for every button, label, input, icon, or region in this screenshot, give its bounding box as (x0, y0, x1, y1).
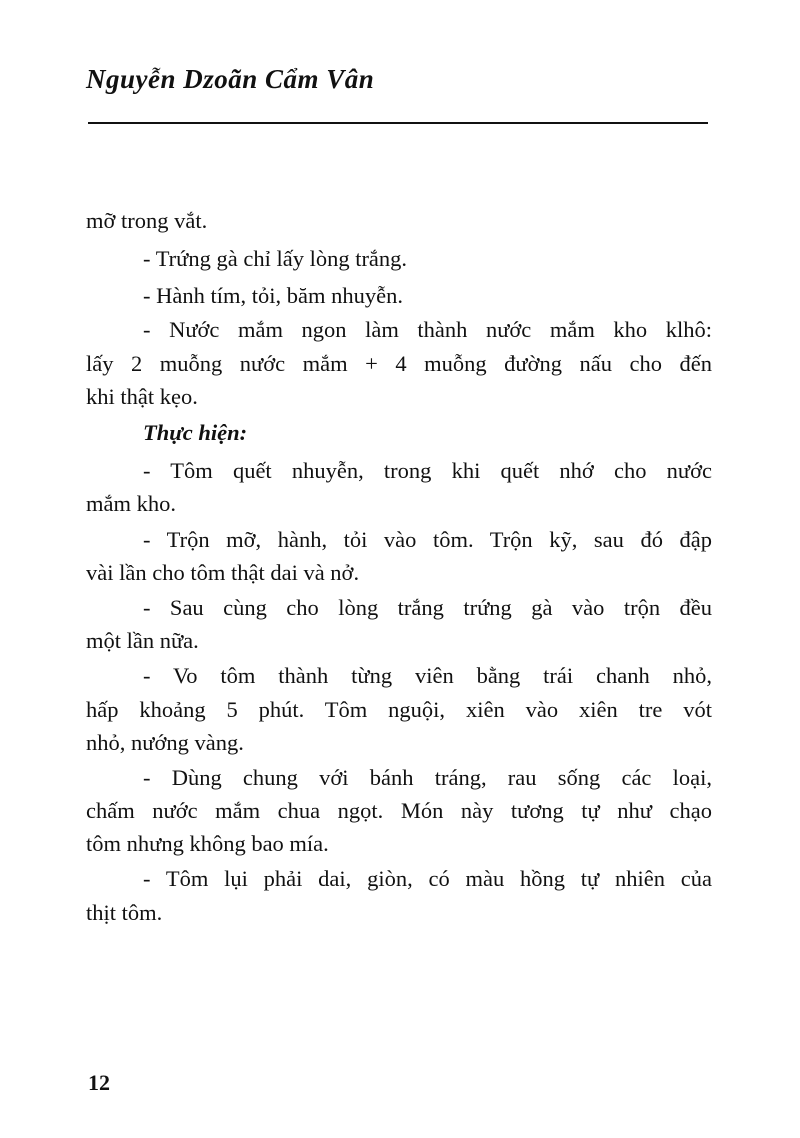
paragraph-line: mắm kho. (86, 491, 176, 516)
paragraph-line: - Nước mắm ngon làm thành nước mắm kho klhô: (143, 317, 712, 342)
paragraph-line: nhỏ, nướng vàng. (86, 730, 244, 755)
paragraph-line: - Tôm lụi phải dai, giòn, có màu hồng tự nhiên của (143, 866, 712, 891)
paragraph-line: khi thật kẹo. (86, 384, 198, 409)
paragraph-line: mỡ trong vắt. (86, 208, 208, 233)
paragraph-line: tôm nhưng không bao mía. (86, 831, 329, 856)
paragraph-line: - Trộn mỡ, hành, tỏi vào tôm. Trộn kỹ, sau đó đập (143, 527, 712, 552)
paragraph-line: chấm nước mắm chua ngọt. Món này tương tự như chạo (86, 798, 712, 823)
section-heading: Thực hiện: (143, 420, 248, 445)
running-header: Nguyễn Dzoãn Cẩm Vân (86, 64, 375, 94)
paragraph-line: vài lần cho tôm thật dai và nở. (86, 560, 360, 585)
paragraph-line: - Vo tôm thành từng viên bằng trái chanh nhỏ, (143, 663, 712, 688)
paragraph-line: - Hành tím, tỏi, băm nhuyễn. (143, 283, 403, 308)
paragraph-line: thịt tôm. (86, 900, 163, 925)
paragraph-line: hấp khoảng 5 phút. Tôm nguội, xiên vào xiên tre vót (86, 697, 712, 722)
paragraph-line: - Trứng gà chỉ lấy lòng trắng. (143, 246, 408, 271)
page-number: 12 (88, 1070, 110, 1095)
header-divider (88, 122, 708, 124)
paragraph-line: một lần nữa. (86, 628, 199, 653)
paragraph-line: lấy 2 muỗng nước mắm + 4 muỗng đường nấu cho đến (86, 351, 712, 376)
paragraph-line: - Sau cùng cho lòng trắng trứng gà vào trộn đều (143, 595, 712, 620)
paragraph-line: - Tôm quết nhuyễn, trong khi quết nhớ cho nước (143, 458, 712, 483)
paragraph-line: - Dùng chung với bánh tráng, rau sống các loại, (143, 765, 712, 790)
